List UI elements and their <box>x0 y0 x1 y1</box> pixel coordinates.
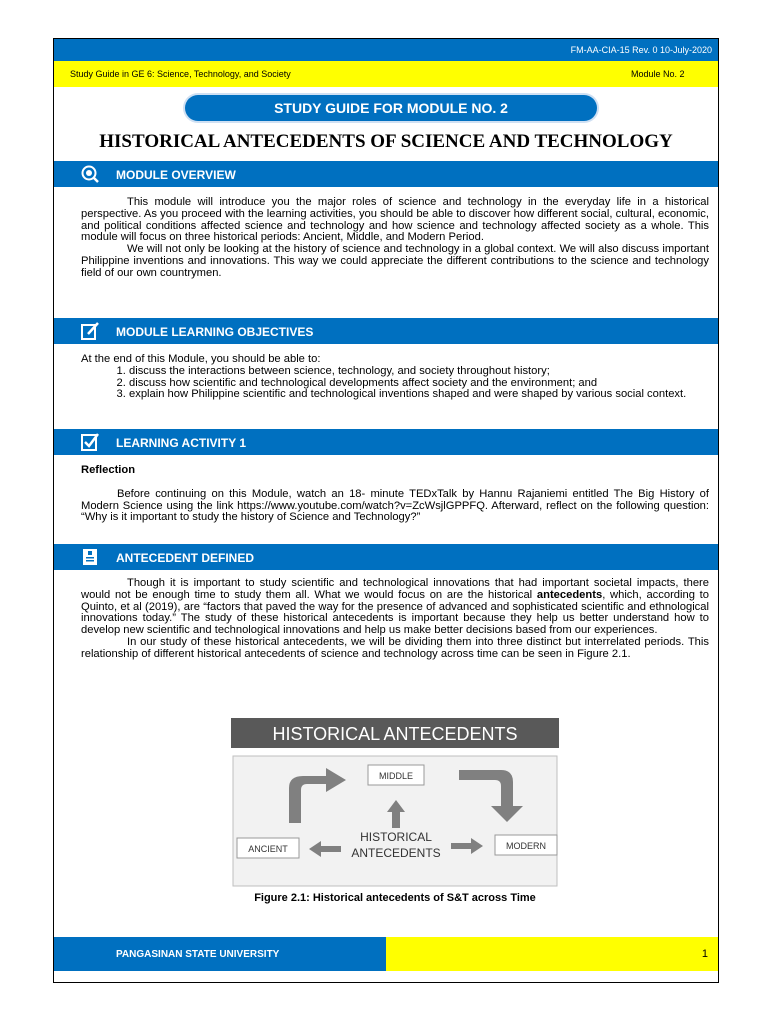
antecedent-paragraph-1: Though it is important to study scientific and technological innovations that had important societal impacts, there would not be enough time to study them all. What we would focus on are the historical antecedents, which, according to Quinto, et al (2019), are “factors that paved the way for the presence of advanced and sophisticated scientific and ethnological innovations today.” The study of these historical antecedents is important because they help us better understand how to develop new scientific and technological innovations and help us make better decisions based from our experiences. <box>81 577 710 637</box>
antecedent-text <box>81 578 709 661</box>
overview-paragraph-1: This module will introduce you the major roles of science and technology in the everyday life in a historical perspective. As you proceed with the learning activities, you should be able to discover how different social, cultural, economic, and political conditions affected science and technology and how science and technology affected society as a whole. This module will focus on three historical periods: Ancient, Middle, and Modern Period. <box>81 196 709 244</box>
section-header-antecedent <box>54 544 718 570</box>
module-number: Module No. 2 <box>631 69 685 79</box>
footer-university-bar <box>54 937 386 971</box>
checkbox-icon <box>80 432 100 452</box>
magnifier-icon <box>80 164 100 184</box>
header-top-bar <box>54 39 718 61</box>
overview-text <box>81 197 709 280</box>
pencil-edit-icon <box>80 321 100 341</box>
section-title: LEARNING ACTIVITY 1 <box>116 436 247 450</box>
header-course-bar <box>54 61 718 87</box>
overview-paragraph-2: We will not only be looking at the history of science and technology in a global context. We will also discuss important Philippine inventions and innovations. This way we could appreciate the different contributions to the science and technology field of our own countrymen. <box>81 243 709 279</box>
diagram-banner-text: HISTORICAL ANTECEDENTS <box>272 724 518 744</box>
course-name: Study Guide in GE 6: Science, Technology, and Society <box>70 69 291 79</box>
modern-label: MODERN <box>506 841 546 851</box>
antecedents-term: antecedents <box>536 588 603 601</box>
footer-page-bar <box>386 937 718 971</box>
objective-item: 3. explain how Philippine scientific and technological inventions shaped and were shaped by various social context. <box>129 389 709 401</box>
activity-text <box>81 465 709 524</box>
activity-subtitle: Reflection <box>81 464 136 476</box>
objective-item: 2. discuss how scientific and technological developments affect society and the environment; and <box>129 378 709 390</box>
middle-label: MIDDLE <box>378 771 414 781</box>
page-title: HISTORICAL ANTECEDENTS OF SCIENCE AND TECHNOLOGY <box>99 131 673 152</box>
antecedent-paragraph-2: In our study of these historical antecedents, we will be dividing them into three distinct but interrelated periods. This relationship of different historical antecedents of science and technology across time can be seen in Figure 2.1. <box>81 635 709 660</box>
center-label-line1: HISTORICAL <box>360 830 432 844</box>
document-icon <box>80 547 100 567</box>
study-guide-title: STUDY GUIDE FOR MODULE NO. 2 <box>185 95 597 121</box>
section-header-objectives <box>54 318 718 344</box>
objectives-list <box>81 366 709 401</box>
objective-item: 1. discuss the interactions between science, technology, and society throughout history; <box>129 366 709 378</box>
objectives-intro: At the end of this Module, you should be able to: <box>81 353 321 365</box>
section-header-activity <box>54 429 718 455</box>
form-code: FM-AA-CIA-15 Rev. 0 10-July-2020 <box>570 45 712 55</box>
activity-body: Before continuing on this Module, watch an 18- minute TEDxTalk by Hannu Rajaniemi entitled The Big History of Modern Science using the link https://www.youtube.com/watch?v=ZcWsjlGPPFQ. Afterward, reflect on the following question: “Why is it important to study the history of Science and Technology?” <box>81 487 709 524</box>
objectives-text <box>81 354 709 401</box>
section-title: MODULE LEARNING OBJECTIVES <box>116 325 314 339</box>
university-name: PANGASINAN STATE UNIVERSITY <box>116 949 280 960</box>
historical-antecedents-diagram <box>231 718 559 888</box>
center-label-line2: ANTECEDENTS <box>351 846 441 860</box>
section-header-overview <box>54 161 718 187</box>
section-title: ANTECEDENT DEFINED <box>116 551 255 565</box>
ancient-label: ANCIENT <box>248 844 288 854</box>
section-title: MODULE OVERVIEW <box>116 168 236 182</box>
figure-caption: Figure 2.1: Historical antecedents of S&T across Time <box>254 892 536 904</box>
page-number: 1 <box>701 948 708 960</box>
